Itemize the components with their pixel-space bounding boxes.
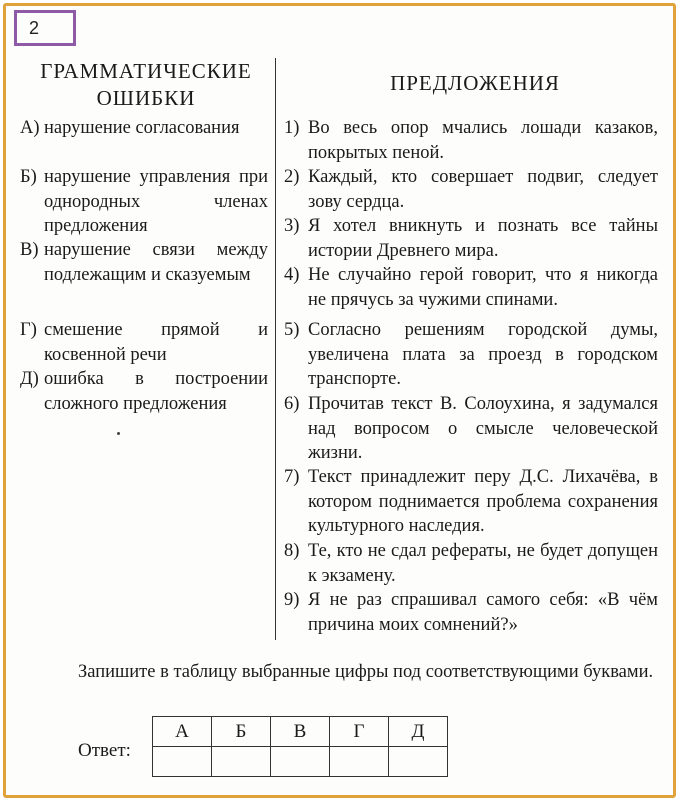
error-text: нарушение управления при однородных членах предложения <box>44 167 268 236</box>
answer-table <box>152 716 448 777</box>
sentence-text: Прочитав текст В. Солоухина, я задумался над вопросом о смысле человеческой жизни. <box>308 394 658 463</box>
sentence-label: 1) <box>284 118 300 138</box>
error-label: Б) <box>20 167 37 187</box>
sentence-label: 5) <box>284 320 300 340</box>
sentence-text: Во весь опор мчались лошади казаков, покрытых пеной. <box>308 118 658 163</box>
sentence-label: 7) <box>284 467 300 487</box>
sentence-item-4 <box>284 263 658 312</box>
error-text: ошибка в построении сложного предложения <box>44 369 268 414</box>
sentence-item-3 <box>284 214 658 263</box>
answer-col-a: А <box>153 717 212 747</box>
sentence-label: 2) <box>284 167 300 187</box>
answer-cell-v[interactable] <box>271 747 330 777</box>
sentence-text: Те, кто не сдал рефераты, не будет допущен к экзамену. <box>308 541 658 586</box>
error-text: нарушение связи между подлежащим и сказуемым <box>44 240 268 285</box>
error-text: смешение прямой и косвенной речи <box>44 320 268 365</box>
error-item-d <box>20 367 268 416</box>
error-item-g <box>20 318 268 367</box>
error-text: нарушение согласования <box>44 118 240 138</box>
right-column-header: ПРЕДЛОЖЕНИЯ <box>390 71 560 95</box>
error-label: А) <box>20 118 40 138</box>
sentence-item-6 <box>284 392 658 466</box>
answer-header-row <box>153 717 448 747</box>
error-item-a <box>20 116 268 141</box>
sentence-label: 3) <box>284 216 300 236</box>
sentence-text: Я не раз спрашивал самого себя: «В чём причина моих сомнений?» <box>308 590 658 635</box>
sentence-text: Согласно решениям городской думы, увеличена плата за проезд в городском транспорте. <box>308 320 658 389</box>
sentence-item-1 <box>284 116 658 165</box>
sentence-text: Каждый, кто совершает подвиг, следует зову сердца. <box>308 167 658 212</box>
sentence-label: 9) <box>284 590 300 610</box>
answer-label: Ответ: <box>78 740 131 761</box>
answer-col-d: Д <box>389 717 448 747</box>
answer-col-g: Г <box>330 717 389 747</box>
sentence-item-8 <box>284 539 658 588</box>
error-item-v <box>20 238 268 287</box>
left-column-header <box>28 58 264 112</box>
answer-cell-d[interactable] <box>389 747 448 777</box>
left-header-line2: ОШИБКИ <box>96 86 196 110</box>
answer-col-v: В <box>271 717 330 747</box>
sentence-text: Я хотел вникнуть и познать все тайны истории Древнего мира. <box>308 216 658 261</box>
sentence-label: 6) <box>284 394 300 414</box>
answer-input-row <box>153 747 448 777</box>
sentence-item-7 <box>284 465 658 539</box>
sentence-item-9 <box>284 588 658 637</box>
answer-col-b: Б <box>212 717 271 747</box>
answer-cell-a[interactable] <box>153 747 212 777</box>
error-label: Г) <box>20 320 37 340</box>
column-divider <box>275 58 276 640</box>
sentence-text: Текст принадлежит перу Д.С. Лихачёва, в котором поднимается проблема сохранения культурного наследия. <box>308 467 658 536</box>
left-header-line1: ГРАММАТИЧЕСКИЕ <box>40 59 252 83</box>
instruction-text: Запишите в таблицу выбранные цифры под соответствующими буквами. <box>78 662 654 682</box>
answer-cell-b[interactable] <box>212 747 271 777</box>
stray-dot <box>117 432 120 435</box>
sentence-text: Не случайно герой говорит, что я никогда не прячусь за чужими спинами. <box>308 265 658 310</box>
error-label: Д) <box>20 369 39 389</box>
task-number-badge: 2 <box>14 10 76 46</box>
error-label: В) <box>20 240 39 260</box>
sentence-item-2 <box>284 165 658 214</box>
error-item-b <box>20 165 268 239</box>
sentence-item-5 <box>284 318 658 392</box>
sentence-label: 8) <box>284 541 300 561</box>
answer-cell-g[interactable] <box>330 747 389 777</box>
sentence-label: 4) <box>284 265 300 285</box>
